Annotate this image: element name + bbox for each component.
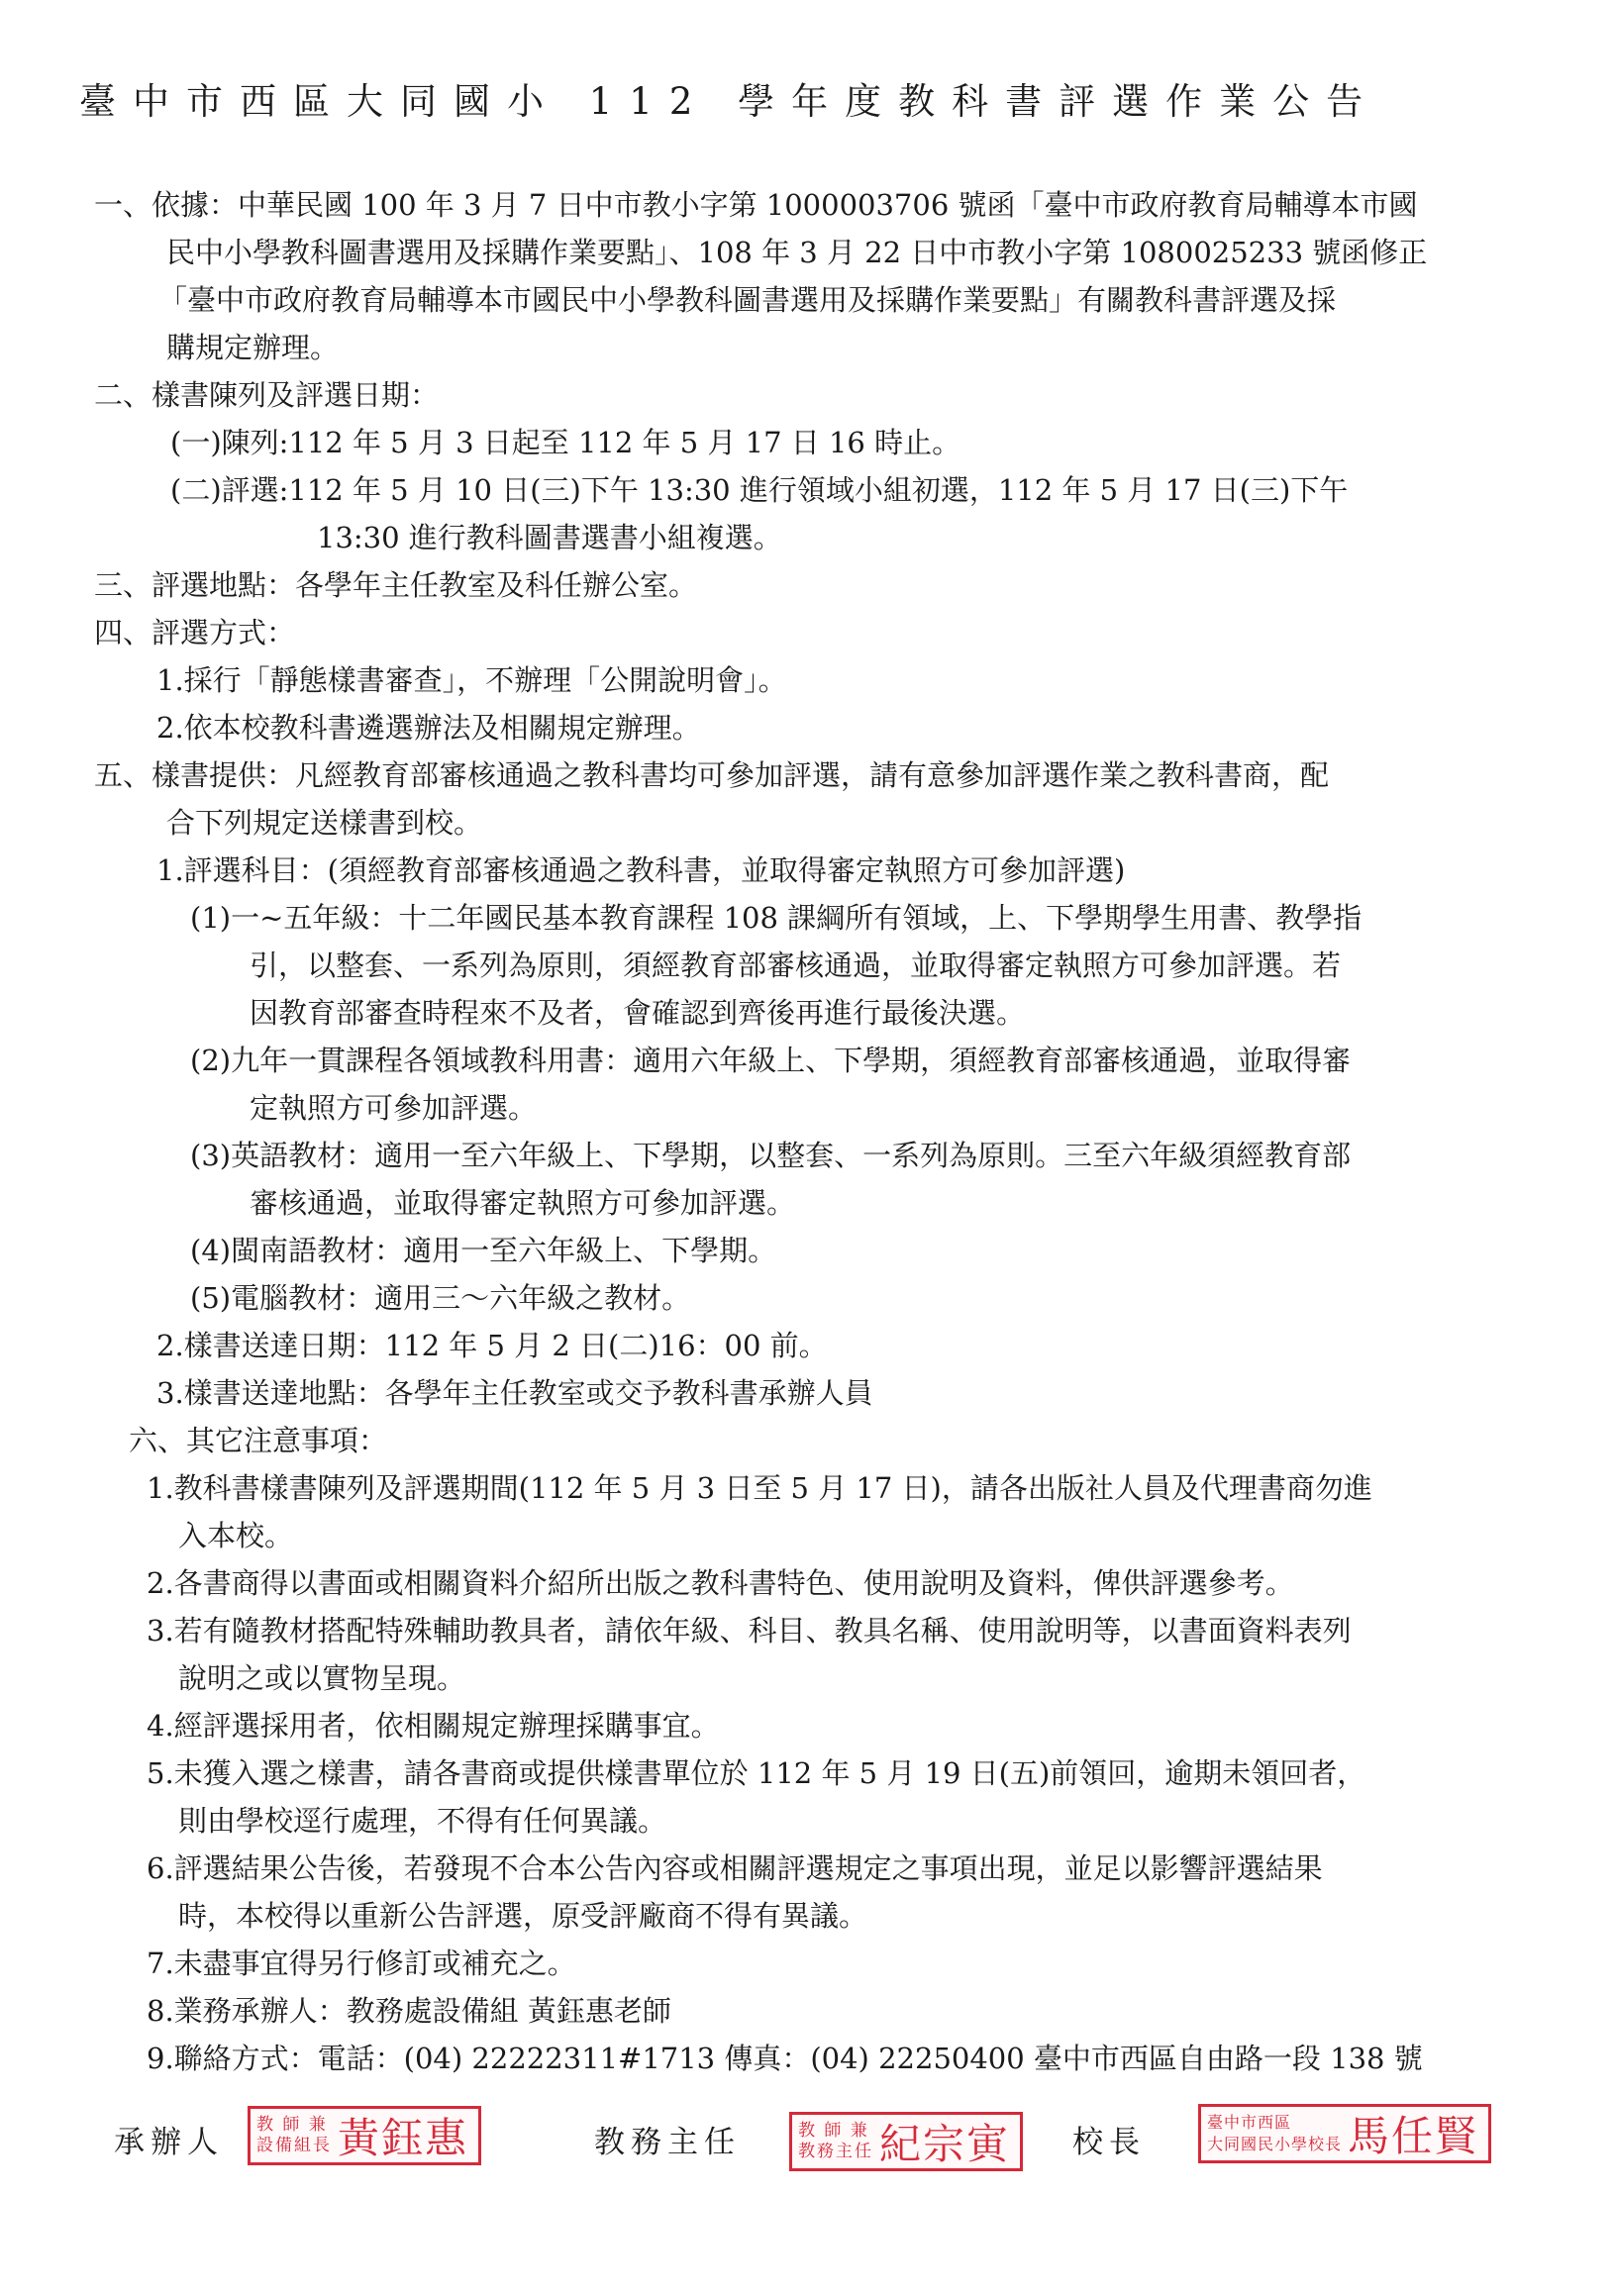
- text-line: 則由學校逕行處理，不得有任何異議。: [178, 1804, 667, 1838]
- text-line: 入本校。: [178, 1519, 294, 1552]
- text-line: 定執照方可參加評選。: [250, 1091, 538, 1125]
- stamp-title-bottom: 教務主任: [798, 2142, 873, 2161]
- stamp-name: 黃鈺惠: [338, 2114, 469, 2162]
- text-line: 四、評選方式：: [94, 616, 296, 649]
- text-line: 合下列規定送樣書到校。: [166, 806, 483, 840]
- text-line: 因教育部審查時程來不及者，會確認到齊後再進行最後決選。: [250, 996, 1026, 1030]
- document-title: 臺中市西區大同國小 112 學年度教科書評選作業公告: [79, 80, 1380, 123]
- text-line: 說明之或以實物呈現。: [178, 1661, 466, 1695]
- text-line: 5.未獲入選之樣書，請各書商或提供樣書單位於 112 年 5 月 19 日(五)前領回，逾期未領回者，: [147, 1756, 1366, 1790]
- text-line: 六、其它注意事項：: [129, 1424, 388, 1457]
- text-line: 6.評選結果公告後，若發現不合本公告內容或相關評選規定之事項出現，並足以影響評選結果: [147, 1851, 1323, 1885]
- text-line: (3)英語教材：適用一至六年級上、下學期，以整套、一系列為原則。三至六年級須經教育部: [190, 1139, 1352, 1172]
- stamp-name: 紀宗寅: [879, 2120, 1011, 2168]
- text-line: 2.樣書送達日期：112 年 5 月 2 日(二)16：00 前。: [156, 1329, 828, 1362]
- academic-director-label: 教務主任: [594, 2125, 741, 2160]
- text-line: 一、依據：中華民國 100 年 3 月 7 日中市教小字第 1000003706 號函「臺中市政府教育局輔導本市國: [94, 188, 1418, 222]
- academic-director-stamp: [789, 2112, 1023, 2171]
- text-line: 三、評選地點：各學年主任教室及科任辦公室。: [94, 568, 698, 602]
- text-line: (5)電腦教材：適用三～六年級之教材。: [190, 1281, 691, 1315]
- text-line: 時，本校得以重新公告評選，原受評廠商不得有異議。: [178, 1899, 868, 1933]
- principal-stamp: [1198, 2104, 1491, 2163]
- text-line: (1)一~五年級：十二年國民基本教育課程 108 課綱所有領域，上、下學期學生用書、教學指: [190, 901, 1363, 935]
- stamp-title-top: 教 師 兼: [256, 2115, 328, 2135]
- stamp-title-top: 臺中市西區: [1207, 2113, 1292, 2132]
- text-line: (4)閩南語教材：適用一至六年級上、下學期。: [190, 1234, 777, 1267]
- text-line: 引，以整套、一系列為原則，須經教育部審核通過，並取得審定執照方可參加評選。若: [250, 948, 1342, 982]
- text-line: 8.業務承辦人：教務處設備組 黃鈺惠老師: [147, 1994, 671, 2028]
- stamp-name: 馬任賢: [1348, 2112, 1479, 2160]
- text-line: 2.依本校教科書遴選辦法及相關規定辦理。: [156, 711, 701, 745]
- text-line: 1.評選科目：(須經教育部審核通過之教科書，並取得審定執照方可參加評選): [156, 853, 1126, 887]
- text-line: 13:30 進行教科圖書選書小組複選。: [317, 521, 782, 554]
- text-line: (一)陳列:112 年 5 月 3 日起至 112 年 5 月 17 日 16 時止。: [170, 426, 961, 459]
- text-line: 二、樣書陳列及評選日期：: [94, 378, 440, 412]
- text-line: 「臺中市政府教育局輔導本市國民中小學教科圖書選用及採購作業要點」有關教科書評選及採: [158, 283, 1337, 317]
- principal-label: 校長: [1072, 2125, 1146, 2160]
- text-line: 民中小學教科圖書選用及採購作業要點」、108 年 3 月 22 日中市教小字第 1080025233 號函修正: [166, 236, 1428, 269]
- text-line: 3.樣書送達地點：各學年主任教室或交予教科書承辦人員: [156, 1376, 873, 1410]
- text-line: 1.教科書樣書陳列及評選期間(112 年 5 月 3 日至 5 月 17 日)，請各出版社人員及代理書商勿進: [147, 1471, 1372, 1505]
- handler-label: 承辦人: [114, 2125, 224, 2160]
- stamp-title-top: 教 師 兼: [798, 2121, 869, 2141]
- text-line: 4.經評選採用者，依相關規定辦理採購事宜。: [147, 1709, 720, 1743]
- text-line: (二)評選:112 年 5 月 10 日(三)下午 13:30 進行領域小組初選，112 年 5 月 17 日(三)下午: [170, 473, 1349, 507]
- text-line: 五、樣書提供：凡經教育部審核通過之教科書均可參加評選，請有意參加評選作業之教科書商，配: [94, 758, 1330, 792]
- text-line: (2)九年一貫課程各領域教科用書：適用六年級上、下學期，須經教育部審核通過，並取得審: [190, 1044, 1352, 1077]
- text-line: 2.各書商得以書面或相關資料介紹所出版之教科書特色、使用說明及資料，俾供評選參考。: [147, 1566, 1294, 1600]
- text-line: 購規定辦理。: [166, 331, 340, 364]
- text-line: 9.聯絡方式：電話：(04) 22222311#1713 傳真：(04) 22250400 臺中市西區自由路一段 138 號: [147, 2042, 1423, 2075]
- text-line: 審核通過，並取得審定執照方可參加評選。: [250, 1186, 796, 1220]
- stamp-title-bottom: 大同國民小學校長: [1207, 2135, 1343, 2153]
- text-line: 7.未盡事宜得另行修訂或補充之。: [147, 1947, 576, 1980]
- text-line: 1.採行「靜態樣書審查」，不辦理「公開說明會」。: [156, 663, 787, 697]
- stamp-title-bottom: 設備組長: [256, 2136, 332, 2155]
- text-line: 3.若有隨教材搭配特殊輔助教具者，請依年級、科目、教具名稱、使用說明等，以書面資料表列: [147, 1614, 1352, 1647]
- handler-stamp: [248, 2106, 481, 2165]
